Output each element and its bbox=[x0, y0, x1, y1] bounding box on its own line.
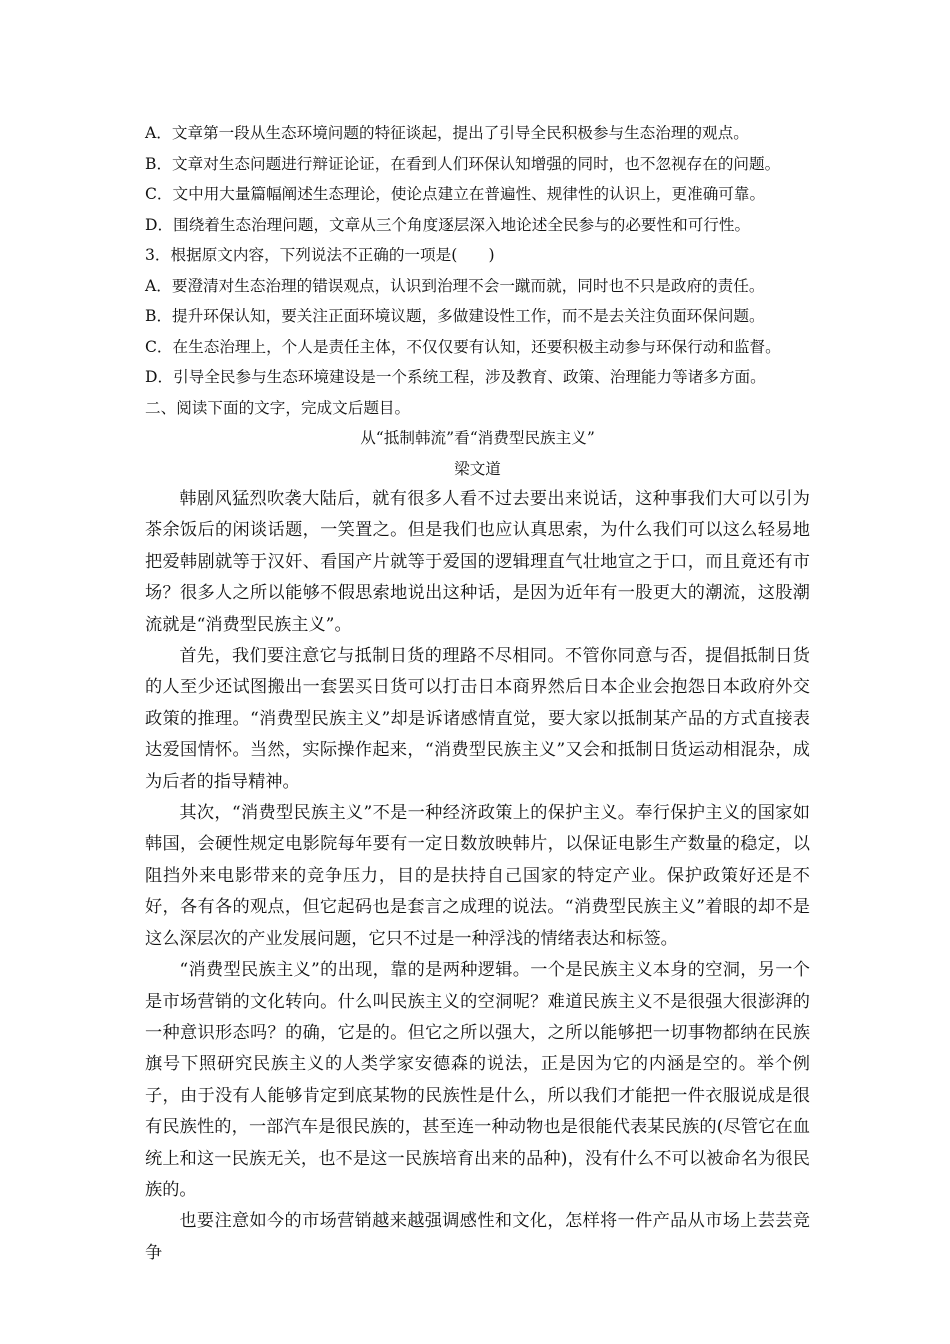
q3-stem: 3．根据原文内容，下列说法不正确的一项是( ) bbox=[145, 246, 495, 264]
article-author: 梁文道 bbox=[454, 459, 501, 478]
article-paragraph: “消费型民族主义”的出现，靠的是两种逻辑。一个是民族主义本身的空洞，另一个是市场营销的文化转向。什么叫民族主义的空洞呢？难道民族主义不是很强大很澎湃的一种意识形态吗？的确，它是的。但它之所以强大，之所以能够把一切事物都纳在民族旗号下照研究民族主义的人类学家安德森的说法，正是因为它的内涵是空的。举个例子，由于没有人能够肯定到底某物的民族性是什么，所以我们才能把一件衣服说成是很有民族性的，一部汽车是很民族的，甚至连一种动物也是很能代表某民族的(尽管它在血统上和这一民族无关，也不是这一民族培育出来的品种)，没有什么不可以被命名为很民族的。 bbox=[145, 960, 810, 1200]
article-paragraph: 也要注意如今的市场营销越来越强调感性和文化，怎样将一件产品从市场上芸芸竞争 bbox=[145, 1211, 810, 1263]
document-page bbox=[145, 118, 810, 1269]
article-paragraph: 韩剧风猛烈吹袭大陆后，就有很多人看不过去要出来说话，这种事我们大可以引为茶余饭后的闲谈话题，一笑置之。但是我们也应认真思索，为什么我们可以这么轻易地把爱韩剧就等于汉奸、看国产片就等于爱国的逻辑理直气壮地宣之于口，而且竟还有市场？很多人之所以能够不假思索地说出这种话，是因为近年有一股更大的潮流，这股潮流就是“消费型民族主义”。 bbox=[145, 489, 810, 635]
article-title: 从“抵制韩流”看“消费型民族主义” bbox=[360, 429, 595, 447]
q2-option-b: B．文章对生态问题进行辩证论证，在看到人们环保认知增强的同时，也不忽视存在的问题。 bbox=[145, 154, 781, 173]
q3-option-b: B．提升环保认知，要关注正面环境议题，多做建设性工作，而不是去关注负面环保问题。 bbox=[145, 307, 765, 325]
article-paragraph: 首先，我们要注意它与抵制日货的理路不尽相同。不管你同意与否，提倡抵制日货的人至少还试图搬出一套罢买日货可以打击日本商界然后日本企业会抱怨日本政府外交政策的推理。“消费型民族主义”却是诉诸感情直觉，要大家以抵制某产品的方式直接表达爱国情怀。当然，实际操作起来，“消费型民族主义”又会和抵制日货运动相混杂，成为后者的指导精神。 bbox=[145, 646, 810, 792]
q3-option-c: C．在生态治理上，个人是责任主体，不仅仅要有认知，还要积极主动参与环保行动和监督。 bbox=[145, 337, 781, 356]
section-2-heading: 二、阅读下面的文字，完成文后题目。 bbox=[145, 398, 411, 417]
article-paragraph: 其次，“消费型民族主义”不是一种经济政策上的保护主义。奉行保护主义的国家如韩国，会硬性规定电影院每年要有一定日数放映韩片，以保证电影生产数量的稳定，以阻挡外来电影带来的竞争压力，目的是扶持自己国家的特定产业。保护政策好还是不好，各有各的观点，但它起码也是套言之成理的说法。“消费型民族主义”着眼的却不是这么深层次的产业发展问题，它只不过是一种浮浅的情绪表达和标签。 bbox=[145, 803, 810, 949]
q2-option-c: C．文中用大量篇幅阐述生态理论，使论点建立在普遍性、规律性的认识上，更准确可靠。 bbox=[145, 185, 766, 203]
q3-option-d: D．引导全民参与生态环境建设是一个系统工程，涉及教育、政策、治理能力等诸多方面。 bbox=[145, 368, 766, 386]
q3-option-a: A．要澄清对生态治理的错误观点，认识到治理不会一蹴而就，同时也不只是政府的责任。 bbox=[145, 276, 765, 295]
q2-option-a: A．文章第一段从生态环境问题的特征谈起，提出了引导全民积极参与生态治理的观点。 bbox=[145, 124, 749, 142]
q2-option-d: D．围绕着生态治理问题，文章从三个角度逐层深入地论述全民参与的必要性和可行性。 bbox=[145, 215, 751, 234]
